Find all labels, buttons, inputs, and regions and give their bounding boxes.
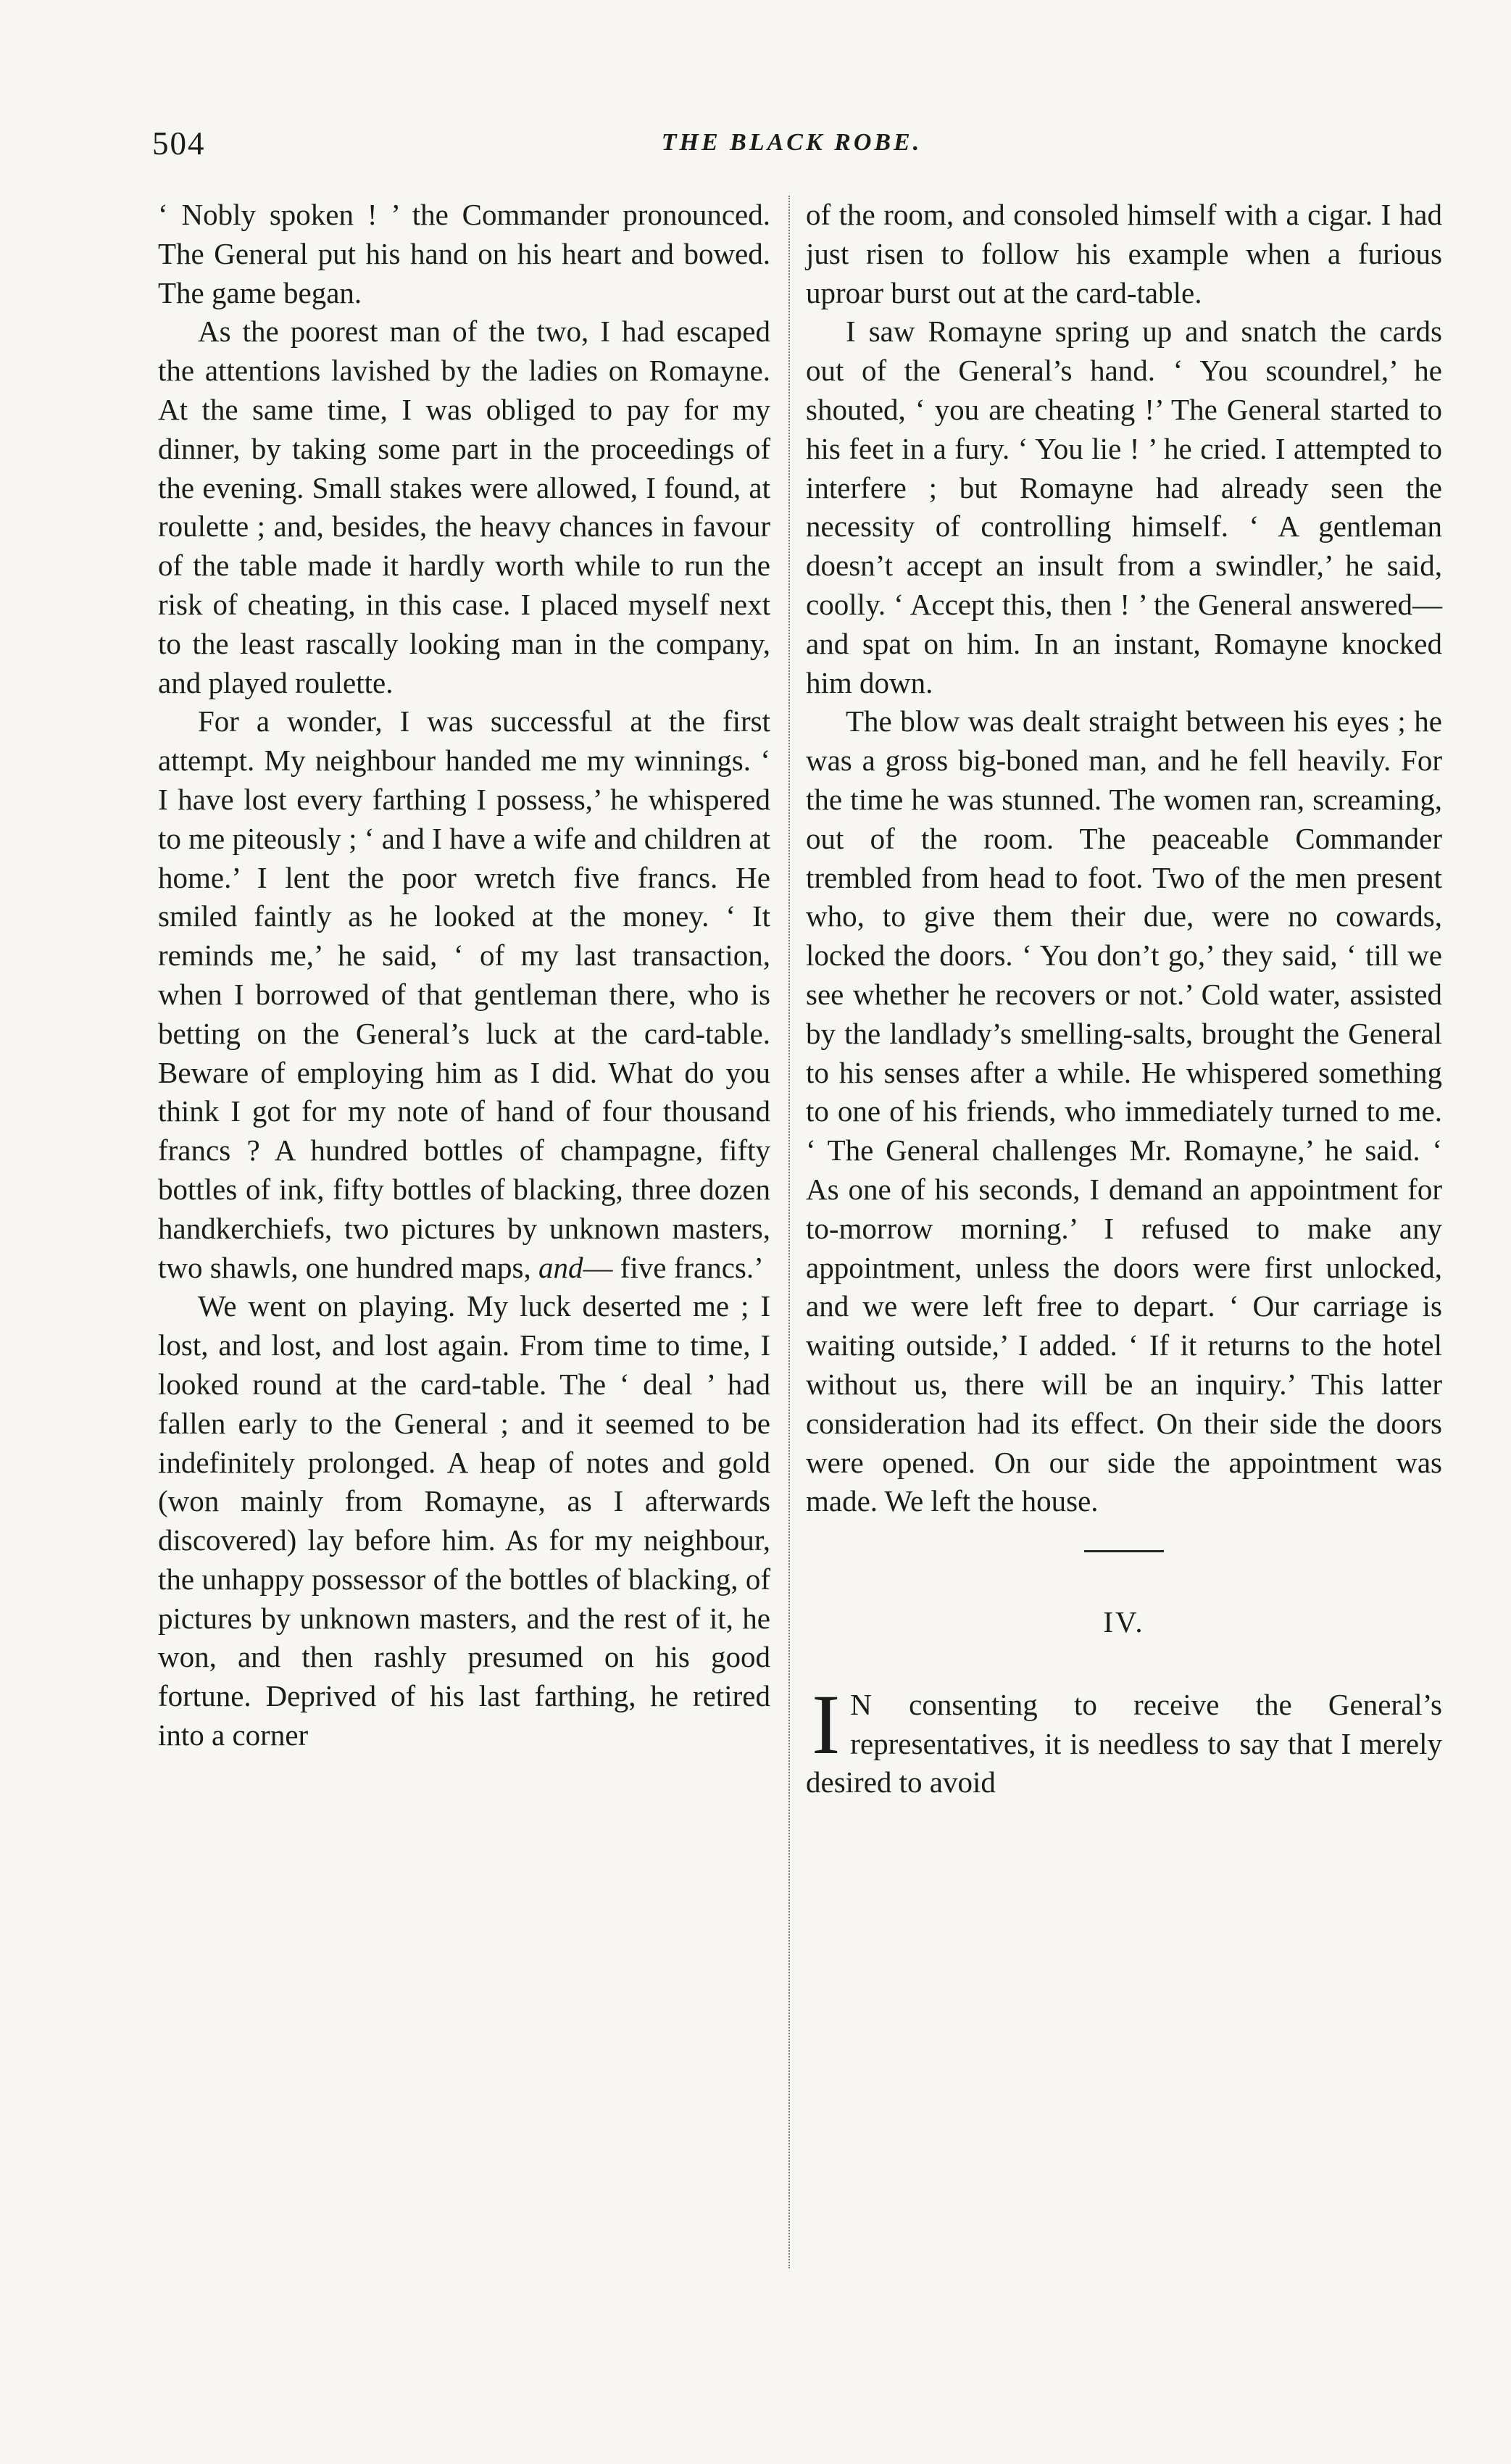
- paragraph: of the room, and consoled himself with a cigar. I had just risen to follow his example when a furious uproar burst out at the card-table.: [806, 198, 1442, 309]
- drop-cap: I: [812, 1676, 841, 1772]
- section-rule: [1084, 1550, 1164, 1552]
- paragraph: [806, 1676, 1443, 1802]
- paragraph: [158, 702, 770, 1287]
- section-heading: IV.: [1103, 1605, 1145, 1639]
- running-title: THE BLACK ROBE.: [661, 129, 923, 156]
- small-caps-text: N: [850, 1687, 873, 1721]
- page-header: [145, 125, 1439, 168]
- paragraph-text: consenting to receive the General’s representatives, it is needless to say that I merely desired to avoid: [806, 1687, 1443, 1799]
- italic-text: and: [538, 1250, 583, 1284]
- paragraph: ‘ Nobly spoken ! ’ the Commander pronounced. The General put his hand on his heart and bowed. The game began.: [158, 198, 770, 309]
- paragraph-text: — five francs.’: [583, 1250, 764, 1284]
- paragraph: The blow was dealt straight between his eyes ; he was a gross big-boned man, and he fell heavily. For the time he was stunned. The women ran, screaming, out of the room. The peaceable Commander trembled from head to foot. Two of the men present who, to give them their due, were no cowards, locked the doors. ‘ You don’t go,’ they said, ‘ till we see whether he recovers or not.’ Cold water, assisted by the landlady’s smelling-salts, brought the General to his senses after a while. He whispered something to one of his friends, who immediately turned to me. ‘ The General challenges Mr. Romayne,’ he said. ‘ As one of his seconds, I demand an appointment for to-morrow morning.’ I refused to make any appointment, unless the doors were first unlocked, and we were left free to depart. ‘ Our carriage is waiting outside,’ I added. ‘ If it returns to the hotel without us, there will be an inquiry.’ This latter consideration had its effect. On their side the doors were opened. On our side the appointment was made. We left the house.: [806, 704, 1442, 1518]
- right-column: [806, 196, 1442, 1802]
- paragraph: As the poorest man of the two, I had escaped the attentions lavished by the ladies on Romayne. At the same time, I was obliged to pay for my dinner, by taking some part in the proceedings of the evening. Small stakes were allowed, I found, at roulette ; and, besides, the heavy chances in favour of the table made it hardly worth while to run the risk of cheating, in this case. I placed myself next to the least rascally looking man in the company, and played roulette.: [158, 315, 770, 699]
- paragraph-text: For a wonder, I was successful at the first attempt. My neighbour handed me my winnings. ‘ I have lost every farthing I possess,’ he whispered to me piteously ; ‘ and I have a wife and children at home.’ I lent the poor wretch five francs. He smiled faintly as he looked at the money. ‘ It reminds me,’ he said, ‘ of my last transaction, when I borrowed of that gentleman there, who is betting on the General’s luck at the card-table. Beware of employing him as I did. What do you think I got for my note of hand of four thousand francs ? A hundred bottles of champagne, fifty bottles of ink, fifty bottles of blacking, three dozen handkerchiefs, two pictures by unknown masters, two shawls, one hundred maps,: [158, 704, 770, 1284]
- left-column: [158, 196, 770, 1755]
- page-number: 504: [152, 125, 206, 162]
- column-divider: [788, 196, 790, 2268]
- paragraph: I saw Romayne spring up and snatch the cards out of the General’s hand. ‘ You scoundrel,’ he shouted, ‘ you are cheating !’ The General started to his feet in a fury. ‘ You lie ! ’ he cried. I attempted to interfere ; but Romayne had already seen the necessity of controlling himself. ‘ A gentleman doesn’t accept an insult from a swindler,’ he said, coolly. ‘ Accept this, then ! ’ the General answered—and spat on him. In an instant, Romayne knocked him down.: [806, 315, 1442, 699]
- paragraph: We went on playing. My luck deserted me ; I lost, and lost, and lost again. From time to time, I looked round at the card-table. The ‘ deal ’ had fallen early to the General ; and it seemed to be indefinitely prolonged. A heap of notes and gold (won mainly from Romayne, as I afterwards discovered) lay before him. As for my neighbour, the unhappy possessor of the bottles of blacking, of pictures by unknown masters, and the rest of it, he won, and then rashly presumed on his good fortune. Deprived of his last farthing, he retired into a corner: [158, 1289, 770, 1752]
